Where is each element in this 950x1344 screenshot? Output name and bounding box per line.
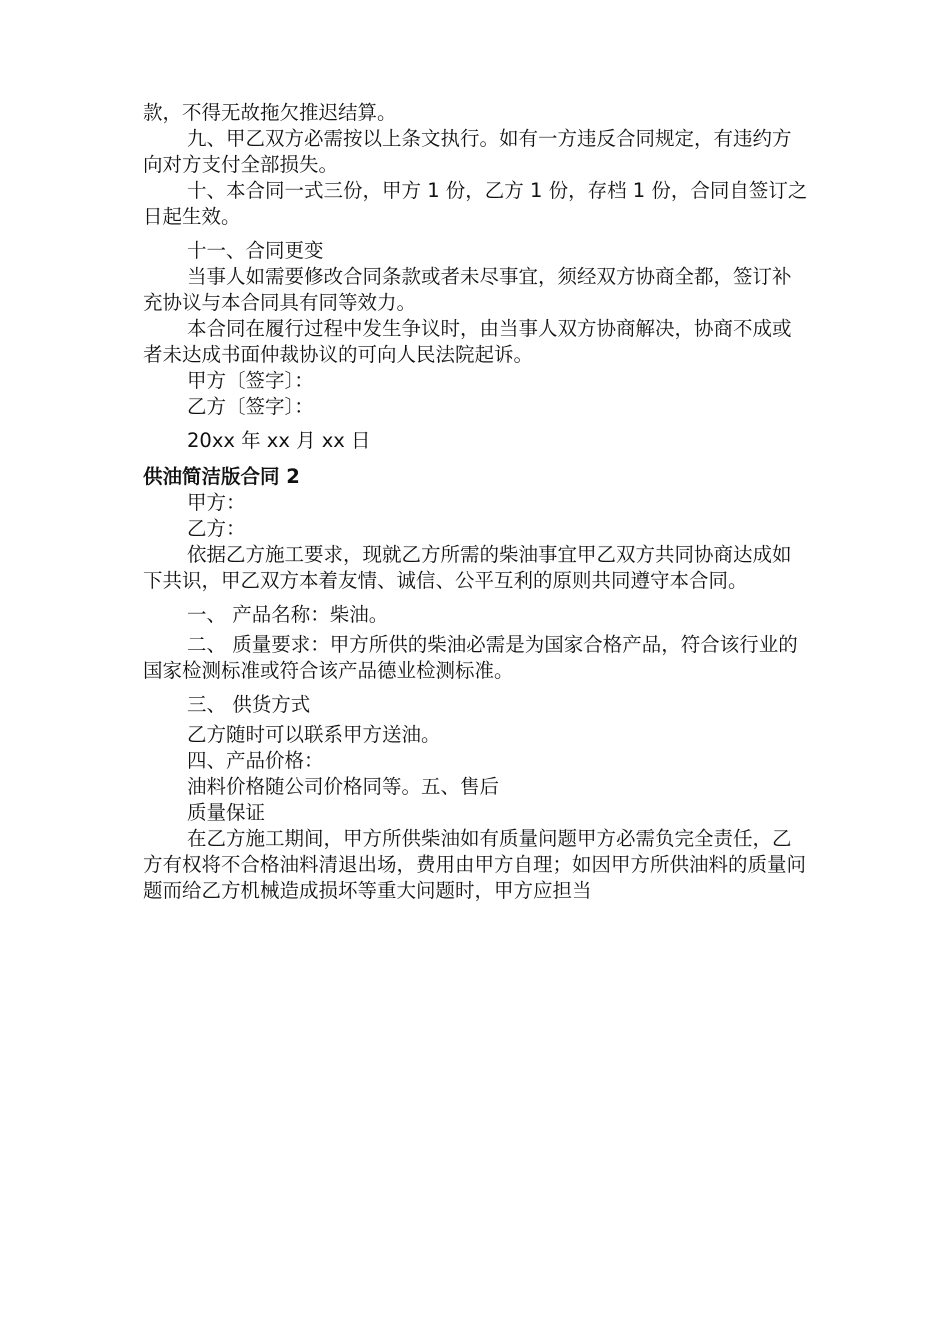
price-clause: 四、产品价格： <box>187 749 324 772</box>
dispute-paragraph: 本合同在履行过程中发生争议时，由当事人双方协商解决，协商不成或者未达成书面仲裁协议的可向人民法院起诉。 <box>143 317 792 366</box>
party-a-signature: 甲方〔签字〕： <box>187 369 314 392</box>
party-a-line: 甲方： <box>187 491 246 514</box>
clause-11-title: 十一、合同更变 <box>187 239 324 262</box>
amendment-paragraph: 当事人如需要修改合同条款或者未尽事宜，须经双方协商全都，签订补充协议与本合同具有同等效力。 <box>143 265 792 314</box>
quality-guarantee-title: 质量保证 <box>187 801 266 824</box>
party-b-line: 乙方： <box>187 517 246 540</box>
product-name-clause: 一、 产品名称：柴油。 <box>187 603 389 626</box>
quality-guarantee-text: 在乙方施工期间，甲方所供柴油如有质量问题甲方必需负完全责任，乙方有权将不合格油料清退出场，费用由甲方自理；如因甲方所供油料的质量问题而给乙方机械造成损坏等重大问题时，甲方应担当 <box>143 827 807 902</box>
document-body <box>143 100 809 904</box>
paragraph-1: 款，不得无故拖欠推迟结算。 <box>143 101 397 124</box>
supply-method-clause: 三、 供货方式 <box>187 693 311 716</box>
price-text: 油料价格随公司价格同等。五、售后 <box>187 775 500 798</box>
preamble-paragraph: 依据乙方施工要求，现就乙方所需的柴油事宜甲乙双方共同协商达成如下共识，甲乙双方本着友情、诚信、公平互利的原则共同遵守本合同。 <box>143 543 792 592</box>
party-b-signature: 乙方〔签字〕： <box>187 395 314 418</box>
clause-10: 十、本合同一式三份，甲方 1 份，乙方 1 份，存档 1 份，合同自签订之日起生效。 <box>143 179 808 228</box>
date-line: 20xx 年 xx 月 xx 日 <box>187 429 371 452</box>
section-title: 供油简洁版合同 2 <box>143 465 300 488</box>
clause-9: 九、甲乙双方必需按以上条文执行。如有一方违反合同规定，有违约方向对方支付全部损失。 <box>143 127 792 176</box>
supply-method-text: 乙方随时可以联系甲方送油。 <box>187 723 441 746</box>
quality-clause: 二、 质量要求：甲方所供的柴油必需是为国家合格产品，符合该行业的国家检测标准或符合该产品德业检测标准。 <box>143 633 798 682</box>
